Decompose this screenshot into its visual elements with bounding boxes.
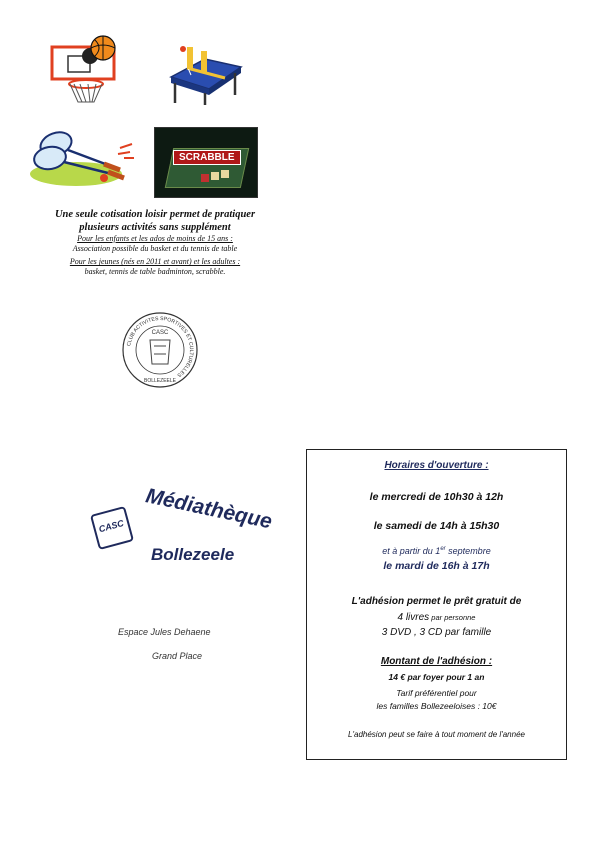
kids-text: Association possible du basket et du tennis de table (72, 243, 238, 253)
intro-block (30, 209, 280, 277)
stamp-center: CASC (151, 330, 169, 336)
hours-tuesday: le mardi de 16h à 17h (383, 560, 490, 572)
mediatheque-town: Bollezeele (151, 545, 235, 564)
preferential-line-2: les familles Bollezeeloises : 10€ (376, 701, 497, 711)
loan-line-1: L'adhésion permet le prêt gratuit de (351, 596, 522, 607)
table-tennis-icon (165, 37, 245, 107)
opening-hours-box (306, 449, 567, 760)
badminton-rackets-icon (28, 130, 138, 188)
intro-lead-1: Une seule cotisation loisir permet de pratiquer (54, 209, 256, 220)
loan-line-3: 3 DVD , 3 CD par famille (381, 627, 492, 638)
fee-heading: Montant de l'adhésion : (380, 656, 493, 667)
mediatheque-title: Médiathèque (143, 484, 275, 534)
kids-heading: Pour les enfants et les ados de moins de 15 ans : (77, 234, 233, 244)
loan-line-2: 4 livres par personne (397, 612, 476, 623)
hours-from-september: et à partir du 1er septembre (382, 546, 491, 556)
club-stamp-logo (120, 310, 200, 390)
stamp-bottom: BOLLEZEELE (144, 378, 176, 384)
scrabble-board-icon (154, 127, 258, 198)
basketball-hoop-icon (50, 34, 124, 106)
membership-anytime: L'adhésion peut se faire à tout moment de l'année (348, 730, 525, 739)
fee-line: 14 € par foyer pour 1 an (388, 672, 485, 682)
hours-wednesday: le mercredi de 10h30 à 12h (369, 491, 504, 503)
hours-heading: Horaires d'ouverture : (384, 460, 489, 471)
scrabble-label: SCRABBLE (173, 150, 241, 165)
address-line-2: Grand Place (152, 651, 203, 661)
hours-saturday: le samedi de 14h à 15h30 (373, 520, 500, 532)
adults-text: basket, tennis de table badminton, scrabble. (84, 266, 226, 276)
intro-lead-2: plusieurs activités sans supplément (79, 221, 231, 233)
casc-badge (90, 506, 134, 550)
address-line-1: Espace Jules Dehaene (118, 627, 211, 637)
preferential-line-1: Tarif préférentiel pour (396, 688, 477, 698)
adults-heading: Pour les jeunes (nés en 2011 et avant) et les adultes : (69, 257, 241, 267)
stamp-ring-text: CLUB ACTIVITES SPORTIVES ET CULTURELLES (126, 315, 195, 378)
casc-badge-text: CASC (97, 517, 125, 535)
